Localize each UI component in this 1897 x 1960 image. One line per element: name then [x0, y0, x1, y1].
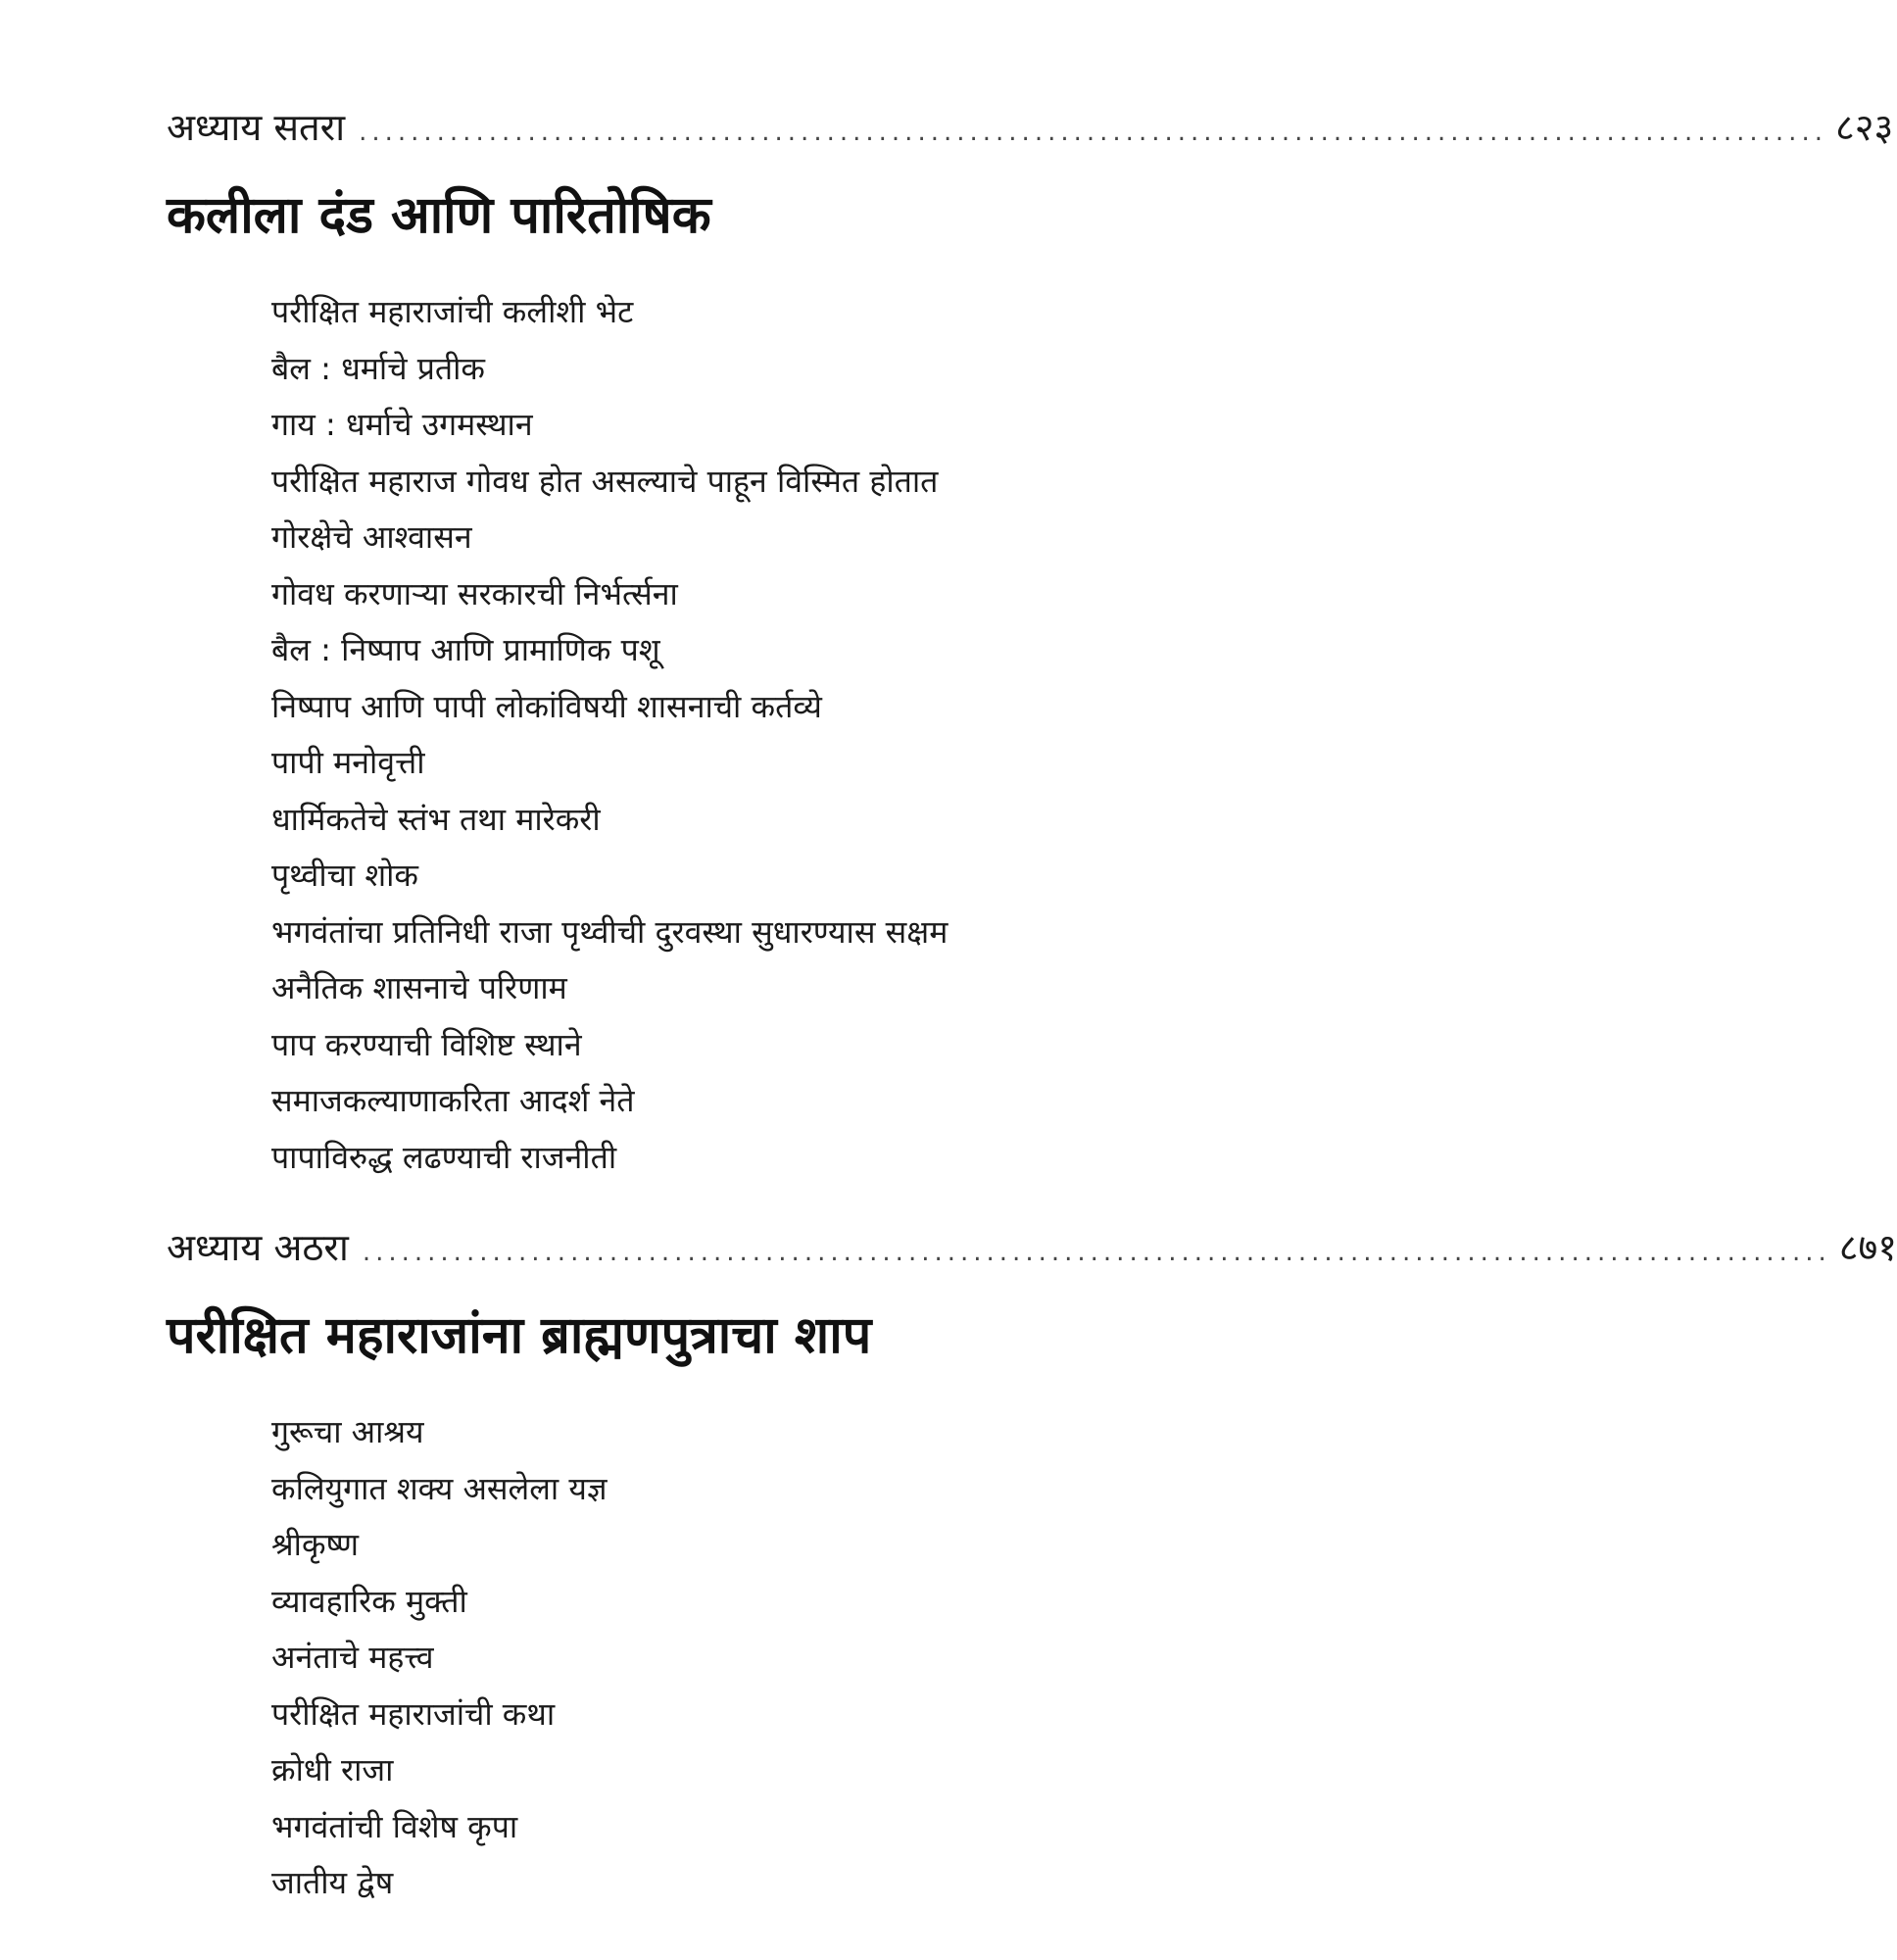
chapter-page-number: ८७१ — [1838, 1226, 1897, 1269]
chapter-label: अध्याय अठरा — [167, 1226, 349, 1269]
chapter-section — [167, 1218, 1897, 1912]
topic-item: अनैतिक शासनाचे परिणाम — [271, 969, 567, 1006]
topic-list — [271, 284, 1293, 1186]
dot-leader: ................................................................................................................. — [362, 1238, 1831, 1267]
topic-item: बैल : धर्माचे प्रतीक — [271, 349, 486, 387]
topic-item: गोरक्षेचे आश्वासन — [271, 518, 472, 556]
topic-item: धार्मिकतेचे स्तंभ तथा मारेकरी — [271, 800, 601, 838]
topic-item: बैल : निष्पाप आणि प्रामाणिक पशू — [271, 631, 660, 668]
topic-item: परीक्षित महाराजांची कथा — [271, 1694, 556, 1733]
chapter-page-number: ८२३ — [1834, 106, 1894, 149]
topic-list — [271, 1404, 1293, 1912]
topic-item: पापी मनोवृत्ती — [271, 744, 425, 781]
topic-item: परीक्षित महाराजांची कलीशी भेट — [271, 293, 634, 330]
topic-item: निष्पाप आणि पापी लोकांविषयी शासनाची कर्तव्ये — [271, 687, 822, 725]
topic-item: पापाविरुद्ध लढण्याची राजनीती — [271, 1138, 617, 1176]
chapter-section — [167, 98, 1894, 1186]
chapter-title: परीक्षित महाराजांना ब्राह्मणपुत्राचा शाप — [167, 1306, 872, 1365]
topic-item: भगवंतांचा प्रतिनिधी राजा पृथ्वीची दुरवस्था सुधारण्यास सक्षम — [271, 912, 948, 951]
topic-item: भगवंतांची विशेष कृपा — [271, 1807, 518, 1845]
topic-item: समाजकल्याणाकरिता आदर्श नेते — [271, 1082, 635, 1119]
topic-item: पाप करण्याची विशिष्ट स्थाने — [271, 1025, 582, 1063]
chapter-label: अध्याय सतरा — [167, 106, 346, 149]
topic-item: परीक्षित महाराज गोवध होत असल्याचे पाहून विस्मित होतात — [271, 462, 939, 500]
topic-item: गाय : धर्माचे उगमस्थान — [271, 406, 533, 443]
topic-item: कलियुगात शक्य असलेला यज्ञ — [271, 1469, 608, 1507]
dot-leader: ................................................................................................................. — [359, 118, 1827, 147]
topic-item: श्रीकृष्ण — [271, 1526, 359, 1563]
chapter-heading-line — [167, 98, 1894, 157]
topic-item: व्यावहारिक मुक्ती — [271, 1582, 467, 1620]
topic-item: पृथ्वीचा शोक — [271, 857, 419, 894]
chapter-heading-line — [167, 1218, 1897, 1277]
topic-item: जातीय द्वेष — [271, 1864, 394, 1901]
topic-item: गोवध करणाऱ्या सरकारची निर्भर्त्सना — [271, 574, 678, 612]
topic-item: क्रोधी राजा — [271, 1751, 394, 1788]
chapter-title: कलीला दंड आणि पारितोषिक — [167, 186, 711, 245]
topic-item: अनंताचे महत्त्व — [271, 1639, 434, 1676]
topic-item: गुरूचा आश्रय — [271, 1413, 424, 1450]
